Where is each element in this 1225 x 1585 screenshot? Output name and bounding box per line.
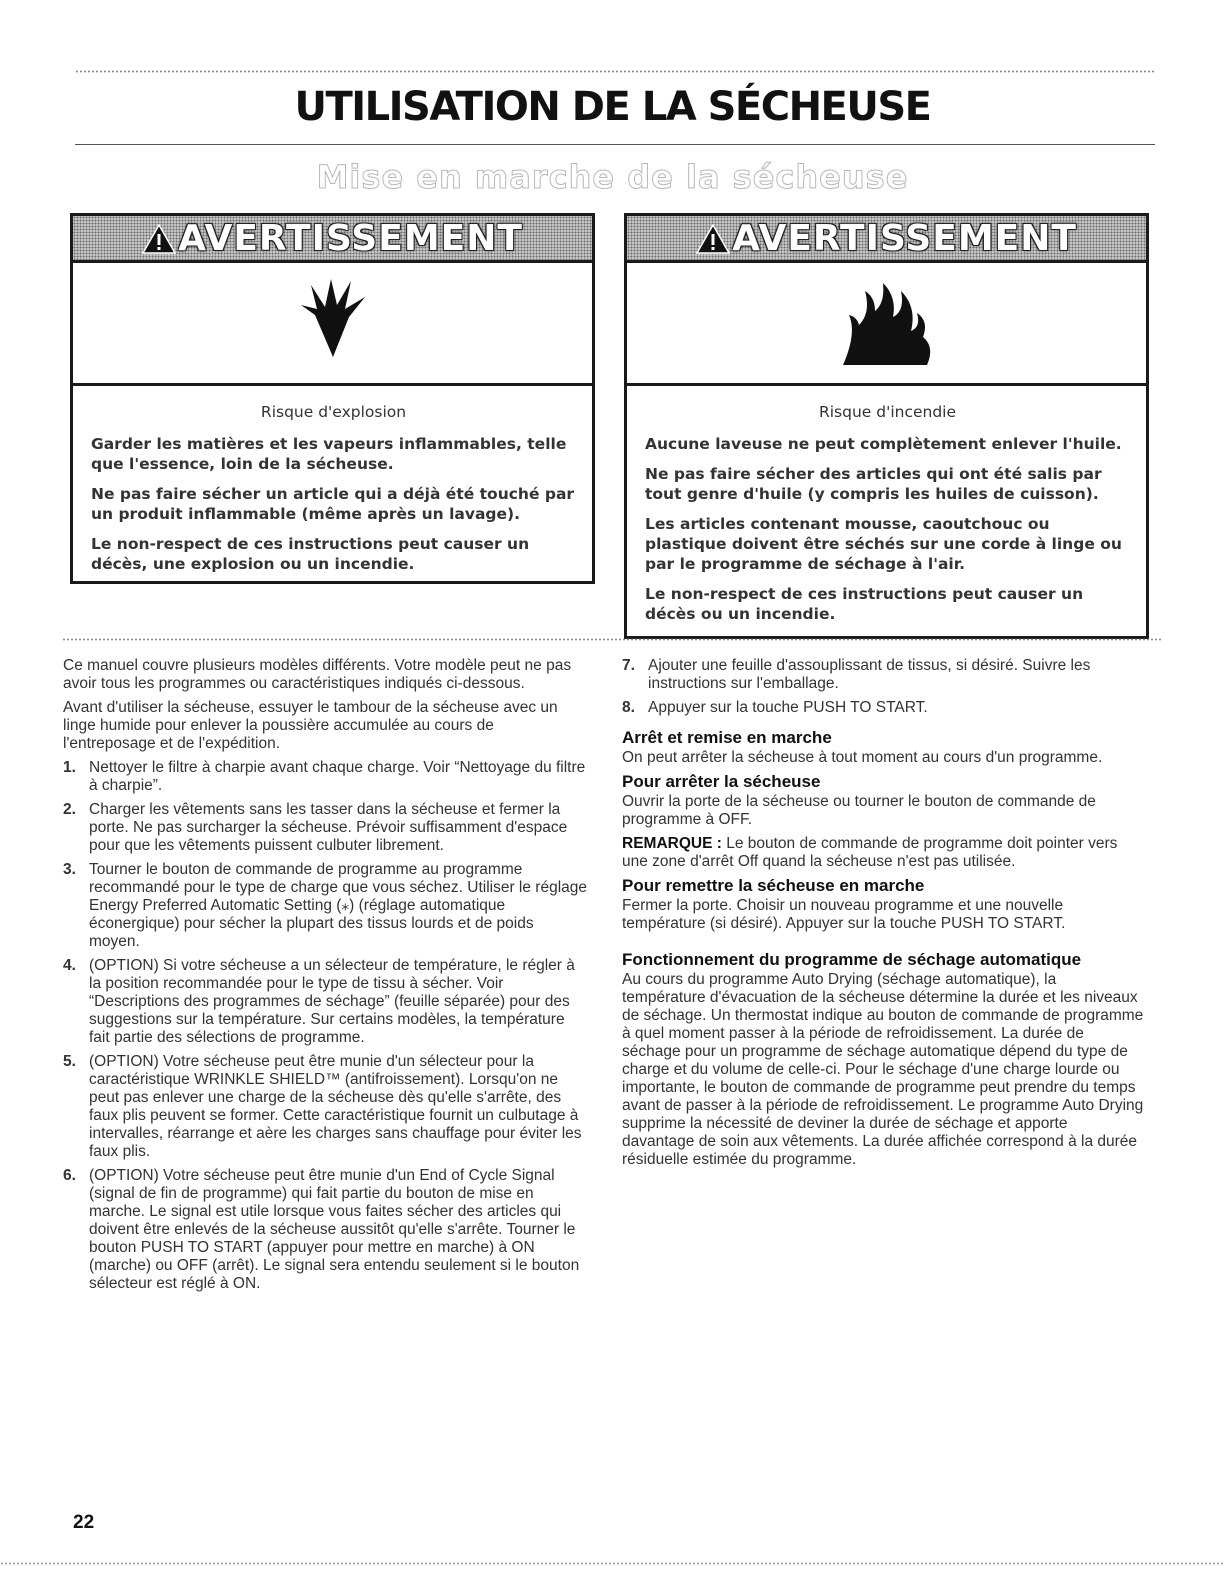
step-number: 7. xyxy=(622,657,635,674)
warning-text: Les articles contenant mousse, caoutchouc ou plastique doivent être séchés sur une corde à linge ou par le programme de séchage à l'air. xyxy=(645,515,1122,573)
step-text: (OPTION) Votre sécheuse peut être munie d'un sélecteur pour la caractéristique WRINKLE SHIELD™ (antifroissement). Lorsqu'on ne peut pas enlever une charge de la sécheuse dès qu'elle s'arrête, des faux plis peuvent se former. Cette caractéristique fournit un culbutage à intervalles, réarrange et aère les charges sans chauffage pour éviter les faux plis. xyxy=(89,1053,582,1160)
title-rule xyxy=(75,144,1155,145)
fire-icon xyxy=(835,277,935,367)
section-heading: Arrêt et remise en marche xyxy=(622,728,832,747)
list-item xyxy=(622,657,1144,693)
step-text: Appuyer sur la touche PUSH TO START. xyxy=(648,699,928,716)
warning-body xyxy=(627,386,1146,624)
warning-risk-title: Risque d'incendie xyxy=(818,403,957,421)
list-item xyxy=(63,1053,588,1161)
page-number: 22 xyxy=(73,1512,95,1533)
warning-triangle-icon xyxy=(142,224,176,254)
warning-label: AVERTISSEMENT xyxy=(732,218,1077,259)
section-heading: Fonctionnement du programme de séchage automatique xyxy=(622,950,1082,969)
list-item xyxy=(63,801,588,855)
intro-paragraph: Ce manuel couvre plusieurs modèles différents. Votre modèle peut ne pas avoir tous les programmes ou caractéristiques indiqués ci-dessous. xyxy=(63,657,572,692)
warning-text: Aucune laveuse ne peut complètement enlever l'huile. xyxy=(645,435,1122,453)
warning-box-explosion xyxy=(70,213,595,584)
note-text: Le bouton de commande de programme doit pointer vers une zone d'arrêt Off quand la sécheuse n'est pas utilisée. xyxy=(622,835,1118,870)
section-heading: Pour arrêter la sécheuse xyxy=(622,772,821,791)
step-text: (OPTION) Votre sécheuse peut être munie d'un End of Cycle Signal (signal de fin de programme) qui fait partie du bouton de mise en marche. Le signal est utile lorsque vous faites sécher des articles qui doivent être enlevés de la sécheuse aussitôt qu'elle s'arrête. Tourner le bouton PUSH TO START (appuyer pour mettre en marche) à ON (marche) ou OFF (arrêt). Le signal sera entendu seulement si le bouton sélecteur est réglé à ON. xyxy=(89,1167,580,1292)
step-text: Ajouter une feuille d'assouplissant de tissus, si désiré. Suivre les instructions sur l'emballage. xyxy=(648,657,1091,692)
step-text: (OPTION) Si votre sécheuse a un sélecteur de température, le régler à la position recommandée pour le type de tissu à sécher. Voir “Descriptions des programmes de séchage” (feuille séparée) pour des suggestions sur la température. Sur certains modèles, la température fait partie des sélections de programme. xyxy=(89,957,575,1046)
warning-text: Le non-respect de ces instructions peut causer un décès, une explosion ou un incendie. xyxy=(91,535,530,573)
warning-text: Ne pas faire sécher un article qui a déjà été touché par un produit inflammable (même après un lavage). xyxy=(91,485,575,523)
warning-icon-area xyxy=(627,263,1146,386)
list-item xyxy=(63,1167,588,1293)
left-column xyxy=(63,657,588,1299)
warning-triangle-icon xyxy=(696,224,730,254)
step-text: Tourner le bouton de commande de programme au programme recommandé pour le type de charge que vous séchez. Utiliser le réglage Energy Preferred Automatic Setting (⁎) (réglage automatique éconergique) pour sécher la plupart des tissus lourds et de poids moyen. xyxy=(89,861,587,950)
section-paragraph: Au cours du programme Auto Drying (séchage automatique), la température d'évacuation de la sécheuse détermine la durée et les niveaux de séchage. Un thermostat indique au bouton de commande de programme à quel moment passer à la période de refroidissement. La durée de séchage pour un programme de séchage automatique dépend du type de charge et du volume de celle-ci. Pour le séchage d'une charge lourde ou importante, le bouton de commande de programme peut prendre du temps avant de passer à la période de refroidissement. Le programme Auto Drying supprime la nécessité de deviner la durée de séchage et apporte davantage de soin aux vêtements. La durée affichée correspond à la durée résiduelle estimée du programme. xyxy=(622,971,1144,1168)
top-dotted-rule xyxy=(75,70,1155,73)
right-column xyxy=(622,657,1144,1175)
step-number: 3. xyxy=(63,861,76,878)
list-item xyxy=(63,861,588,951)
warning-risk-title: Risque d'explosion xyxy=(260,403,407,421)
warning-text: Le non-respect de ces instructions peut causer un décès ou un incendie. xyxy=(645,585,1084,623)
warning-header xyxy=(73,216,592,263)
warning-text: Garder les matières et les vapeurs inflammables, telle que l'essence, loin de la sécheuse. xyxy=(91,435,567,473)
page-title: UTILISATION DE LA SÉCHEUSE xyxy=(294,84,931,130)
step-number: 4. xyxy=(63,957,76,974)
warning-header xyxy=(627,216,1146,263)
explosion-icon xyxy=(293,275,373,365)
step-text: Charger les vêtements sans les tasser dans la sécheuse et fermer la porte. Ne pas surcharger la sécheuse. Prévoir suffisamment d'espace pour que les vêtements puissent culbuter librement. xyxy=(89,801,568,854)
note-paragraph xyxy=(622,835,1144,871)
section-paragraph: Fermer la porte. Choisir un nouveau programme et une nouvelle température (si désiré). Appuyer sur la touche PUSH TO START. xyxy=(622,897,1066,932)
section-paragraph: Ouvrir la porte de la sécheuse ou tourner le bouton de commande de programme à OFF. xyxy=(622,793,1096,828)
section-subtitle: Mise en marche de la sécheuse xyxy=(316,158,909,196)
step-number: 8. xyxy=(622,699,635,716)
step-number: 6. xyxy=(63,1167,76,1184)
section-dotted-rule xyxy=(62,638,1162,641)
warning-label: AVERTISSEMENT xyxy=(178,218,523,259)
note-label: REMARQUE : xyxy=(622,835,722,852)
section-heading: Pour remettre la sécheuse en marche xyxy=(622,876,925,895)
warning-body xyxy=(73,386,592,574)
list-item xyxy=(63,957,588,1047)
step-text: Nettoyer le filtre à charpie avant chaque charge. Voir “Nettoyage du filtre à charpie”. xyxy=(89,759,586,794)
steps-list xyxy=(622,657,1144,717)
steps-list xyxy=(63,759,588,1293)
bottom-dotted-rule xyxy=(0,1562,1225,1565)
warning-text: Ne pas faire sécher des articles qui ont été salis par tout genre d'huile (y compris les huiles de cuisson). xyxy=(645,465,1102,503)
step-number: 5. xyxy=(63,1053,76,1070)
warning-box-fire xyxy=(624,213,1149,639)
intro-paragraph: Avant d'utiliser la sécheuse, essuyer le tambour de la sécheuse avec un linge humide pour enlever la poussière accumulée au cours de l'entreposage et de l'expédition. xyxy=(63,699,558,752)
step-number: 2. xyxy=(63,801,76,818)
list-item xyxy=(622,699,1144,717)
warning-icon-area xyxy=(73,263,592,386)
step-number: 1. xyxy=(63,759,76,776)
section-paragraph: On peut arrêter la sécheuse à tout moment au cours d'un programme. xyxy=(622,749,1103,766)
list-item xyxy=(63,759,588,795)
